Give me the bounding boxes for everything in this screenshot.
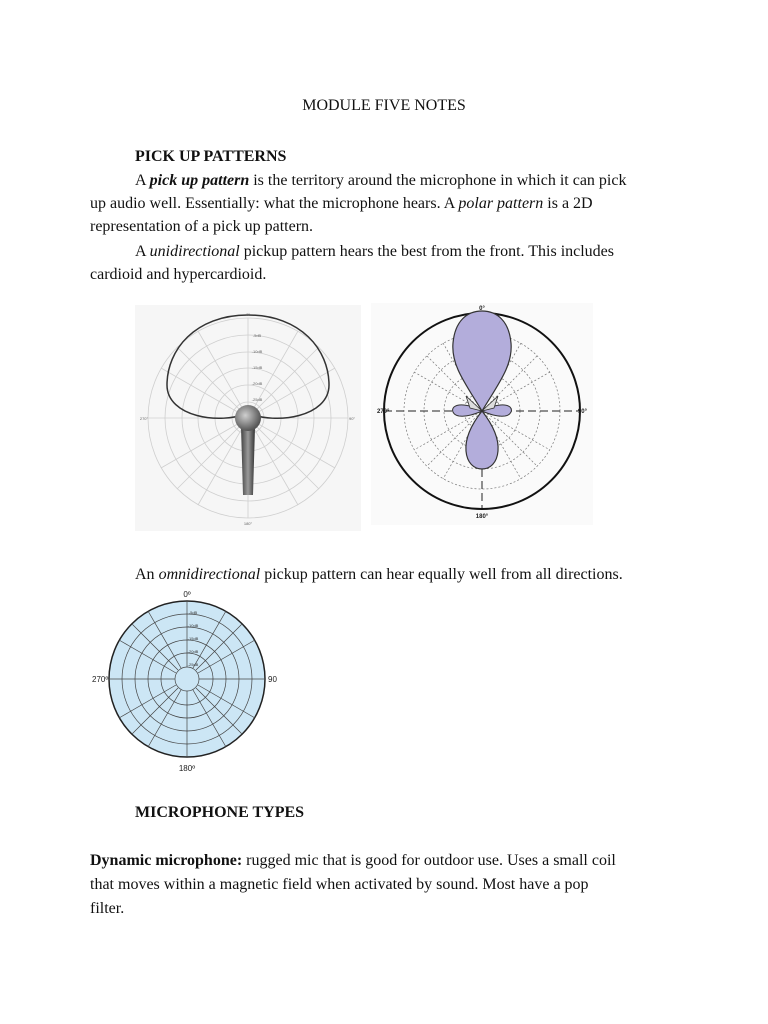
term-unidirectional: unidirectional <box>149 243 240 260</box>
microphone-icon <box>241 427 255 495</box>
hypercardioid-polar-diagram <box>371 303 593 525</box>
paragraph-line <box>135 563 623 586</box>
ring-label: -10dB <box>187 623 199 628</box>
term-pick-up-pattern: pick up pattern <box>149 172 250 189</box>
text-run: rugged mic that is good for outdoor use. Uses a small coil <box>242 852 616 869</box>
ring-label: -10dB <box>251 349 263 354</box>
angle-label-right: 90 <box>268 675 277 684</box>
ring-label: -5dB <box>188 610 198 615</box>
angle-label-bottom: 180º <box>178 764 196 773</box>
angle-label-left: 270º <box>92 675 109 684</box>
paragraph-line: representation of a pick up pattern. <box>90 218 314 235</box>
angle-label-bottom: 180° <box>475 514 489 520</box>
term-omnidirectional: omnidirectional <box>158 566 261 583</box>
ring-label: -15dB <box>251 365 263 370</box>
paragraph-line: that moves within a magnetic field when activated by sound. Most have a pop <box>90 876 589 893</box>
angle-label-right: 90° <box>577 409 587 415</box>
paragraph-line: cardioid and hypercardioid. <box>90 266 267 283</box>
section-heading-microphone-types: MICROPHONE TYPES <box>135 804 305 821</box>
term-dynamic-microphone: Dynamic microphone: <box>90 852 243 869</box>
text-run: is a 2D <box>543 195 593 212</box>
paragraph-line <box>135 169 626 192</box>
angle-label-top: 0° <box>246 312 250 317</box>
text-run: up audio well. Essentially: what the microphone hears. A <box>90 195 459 212</box>
omnidirectional-polar-diagram <box>92 588 284 774</box>
paragraph-line <box>135 240 614 263</box>
angle-label-top: 0° <box>479 306 485 312</box>
text-run: pickup pattern can hear equally well from all directions. <box>260 566 623 583</box>
angle-label-bottom: 180° <box>243 521 253 526</box>
section-heading-pickup-patterns: PICK UP PATTERNS <box>135 148 287 165</box>
angle-label-top: 0º <box>183 590 191 599</box>
text-run: A <box>135 172 150 189</box>
angle-label-right: 90° <box>348 416 356 421</box>
paragraph-line <box>90 192 593 215</box>
ring-label: -15dB <box>187 636 199 641</box>
text-run: pickup pattern hears the best from the front. This includes <box>239 243 615 260</box>
ring-label: -25dB <box>187 662 199 667</box>
text-run: A <box>135 243 150 260</box>
text-run: is the territory around the microphone in which it can pick <box>249 172 627 189</box>
cardioid-polar-diagram <box>135 305 361 531</box>
term-polar-pattern: polar pattern <box>458 195 544 212</box>
ring-label: -5dB <box>252 333 262 338</box>
paragraph-line: filter. <box>90 900 125 917</box>
page-title: MODULE FIVE NOTES <box>302 97 466 114</box>
text-run: An <box>135 566 159 583</box>
ring-label: -20dB <box>187 649 199 654</box>
paragraph-line <box>90 849 616 872</box>
angle-label-left: 270° <box>377 409 390 415</box>
microphone-head-icon <box>235 405 261 431</box>
ring-label: -25dB <box>251 397 263 402</box>
angle-label-left: 270° <box>139 416 149 421</box>
ring-label: -20dB <box>251 381 263 386</box>
